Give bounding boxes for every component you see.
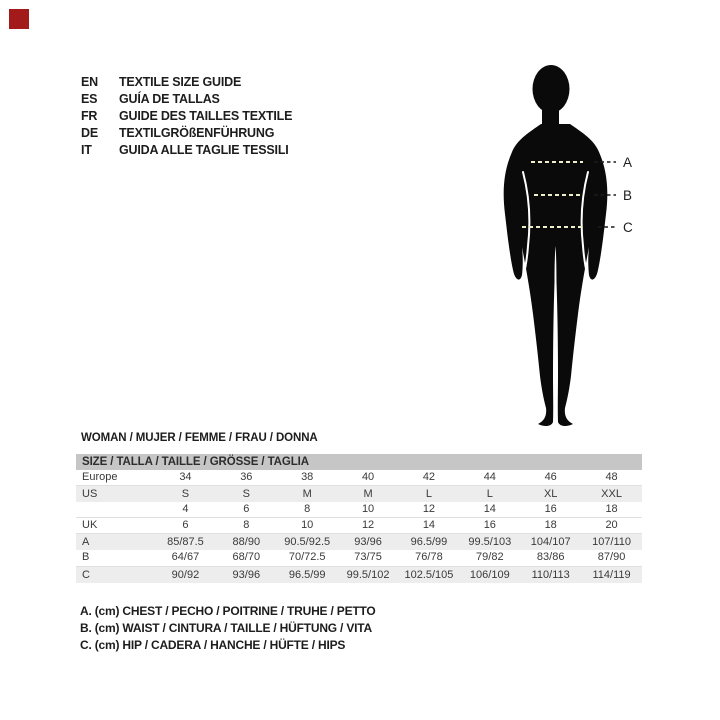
table-row-us-numbers: [76, 502, 642, 518]
cell: XXL: [601, 488, 622, 501]
cell: 8: [304, 503, 311, 516]
language-title: GUIDE DES TAILLES TEXTILE: [119, 108, 293, 123]
cell: 73/75: [354, 551, 382, 564]
measure-label-a: A: [623, 155, 633, 170]
cell: 18: [544, 519, 557, 532]
cell: 68/70: [232, 551, 261, 564]
cell: 93/96: [354, 536, 382, 549]
row-label: Europe: [82, 471, 118, 483]
cell: 99.5/102: [346, 568, 390, 581]
cell: 96.5/99: [288, 568, 326, 581]
cell: 76/78: [415, 551, 443, 564]
measure-label-b: B: [623, 188, 633, 203]
language-code: ES: [81, 91, 98, 106]
cell: S: [242, 488, 250, 501]
measure-label-c: C: [623, 220, 633, 235]
cell: 79/82: [476, 551, 504, 564]
figure-body: [504, 124, 608, 426]
cell: 106/109: [469, 568, 510, 581]
note-chest: A. (cm) CHEST / PECHO / POITRINE / TRUHE / PETTO: [80, 604, 376, 618]
table-row-waist-b: [76, 550, 642, 566]
cell: 87/90: [597, 551, 626, 564]
cell: 44: [483, 471, 496, 483]
cell: 48: [605, 471, 618, 483]
cell: 46: [544, 471, 557, 483]
size-table-header: SIZE / TALLA / TAILLE / GRÖSSE / TAGLIA: [76, 454, 642, 470]
cell: 42: [422, 471, 436, 483]
language-title: GUIDA ALLE TAGLIE TESSILI: [119, 142, 289, 157]
cell: 16: [544, 503, 557, 516]
gender-line: WOMAN / MUJER / FEMME / FRAU / DONNA: [81, 432, 318, 444]
cell: 10: [301, 519, 314, 532]
cell: 20: [605, 519, 618, 532]
row-label: UK: [82, 519, 98, 532]
language-title: GUÍA DE TALLAS: [119, 91, 220, 106]
cell: XL: [543, 488, 558, 501]
cell: 102.5/105: [404, 568, 454, 581]
table-row-uk: [76, 518, 642, 534]
cell: 88/90: [232, 536, 261, 549]
row-label: [76, 502, 155, 517]
cell: 104/107: [530, 536, 571, 549]
language-code: FR: [81, 108, 98, 123]
cell: 114/119: [592, 568, 631, 581]
cell: L: [425, 488, 432, 501]
note-waist: B. (cm) WAIST / CINTURA / TAILLE / HÜFTUNG / VITA: [80, 620, 372, 635]
cell: 64/67: [171, 551, 200, 564]
cell: 8: [243, 519, 250, 532]
cell: 110/113: [531, 568, 570, 581]
cell: 90.5/92.5: [284, 536, 331, 549]
cell: 93/96: [232, 568, 261, 581]
cell: 99.5/103: [468, 536, 512, 549]
row-label: US: [82, 488, 98, 501]
table-row-europe: [76, 470, 642, 486]
cell: 14: [422, 519, 436, 532]
cell: L: [486, 488, 493, 501]
cell: 12: [422, 503, 436, 516]
table-row-us-letters: [76, 486, 642, 502]
cell: 34: [179, 471, 192, 483]
cell: 36: [240, 471, 253, 483]
note-hip: C. (cm) HIP / CADERA / HANCHE / HÜFTE / HIPS: [80, 637, 346, 652]
table-row-chest-a: [76, 534, 642, 550]
cell: 14: [483, 503, 496, 516]
cell: 4: [182, 503, 189, 516]
language-code: IT: [81, 142, 92, 157]
cell: 6: [243, 503, 250, 516]
size-table: [76, 454, 642, 583]
language-code: EN: [81, 75, 98, 89]
cell: 70/72.5: [288, 551, 326, 564]
cell: S: [181, 488, 190, 501]
row-label: C: [82, 568, 90, 581]
cell: 6: [182, 519, 189, 532]
cell: 12: [361, 519, 375, 532]
cell: 107/110: [592, 536, 632, 549]
language-title: TEXTILE SIZE GUIDE: [119, 75, 242, 89]
cell: 18: [605, 503, 618, 516]
cell: 85/87.5: [167, 536, 204, 549]
cell: 10: [361, 503, 375, 516]
cell: M: [302, 488, 312, 501]
cell: 38: [301, 471, 314, 483]
language-code: DE: [81, 125, 98, 140]
cell: 16: [483, 519, 496, 532]
cell: 90/92: [171, 568, 200, 581]
row-label: B: [82, 551, 90, 564]
language-title: TEXTILGRÖßENFÜHRUNG: [119, 125, 275, 140]
measurement-notes: [80, 603, 376, 653]
cell: 83/86: [536, 551, 565, 564]
row-label: A: [82, 536, 90, 549]
cell: M: [363, 488, 373, 501]
table-row-hip-c: [76, 567, 642, 583]
cell: 40: [361, 471, 375, 483]
cell: 96.5/99: [410, 536, 448, 549]
